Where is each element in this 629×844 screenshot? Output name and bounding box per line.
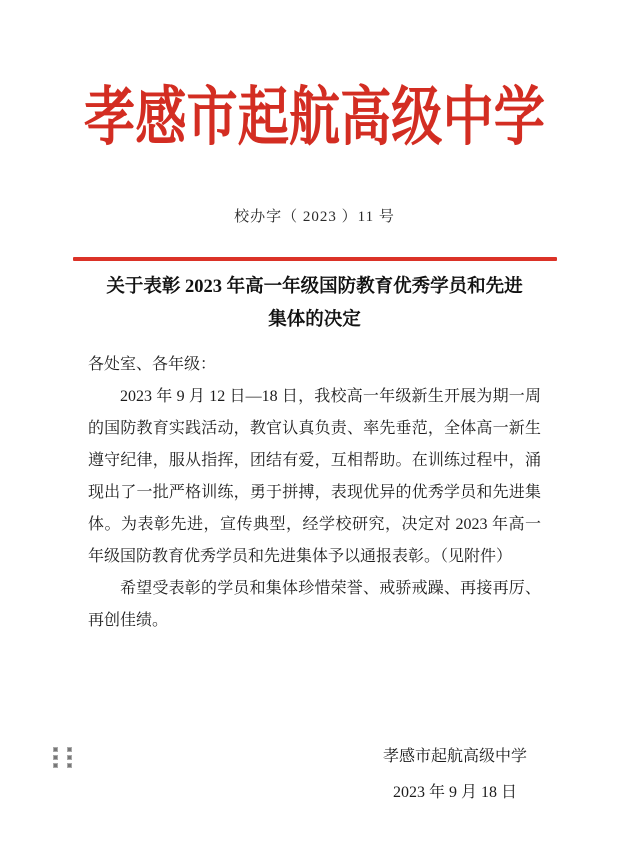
body-paragraph-1: 2023 年 9 月 12 日—18 日，我校高一年级新生开展为期一周的国防教育实践活动，教官认真负责、率先垂范，全体高一新生遵守纪律，服从指挥，团结有爱，互相帮助。在训练过程中，涌现出了一批严格训练，勇于拼搏，表现优异的优秀学员和先进集体。为表彰先进，宣传典型，经学校研究，决定对 2023 年高一年级国防教育优秀学员和先进集体予以通报表彰。（见附件） bbox=[88, 388, 541, 565]
signature-school-name: 孝感市起航高级中学 bbox=[382, 748, 527, 765]
dot bbox=[53, 763, 58, 768]
dot bbox=[67, 763, 72, 768]
document-body bbox=[88, 349, 541, 637]
dot bbox=[53, 747, 58, 752]
letterhead-school-name: 孝感市起航高级中学 bbox=[84, 82, 545, 153]
grid-dots-icon bbox=[53, 747, 72, 768]
salutation: 各处室、各年级： bbox=[88, 356, 217, 373]
dot bbox=[67, 747, 72, 752]
decision-title-line1: 关于表彰 2023 年高一年级国防教育优秀学员和先进 bbox=[106, 277, 523, 297]
document-reference-number: 校办字（ 2023 ）11 号 bbox=[234, 209, 395, 225]
signature-date: 2023 年 9 月 18 日 bbox=[392, 784, 517, 801]
decision-title-line2: 集体的决定 bbox=[268, 310, 361, 330]
body-paragraph-2: 希望受表彰的学员和集体珍惜荣誉、戒骄戒躁、再接再厉、再创佳绩。 bbox=[88, 580, 541, 629]
signature-block bbox=[383, 741, 527, 809]
dot bbox=[67, 755, 72, 760]
dot bbox=[53, 755, 58, 760]
red-divider-rule bbox=[73, 257, 557, 261]
decision-title bbox=[0, 271, 629, 337]
